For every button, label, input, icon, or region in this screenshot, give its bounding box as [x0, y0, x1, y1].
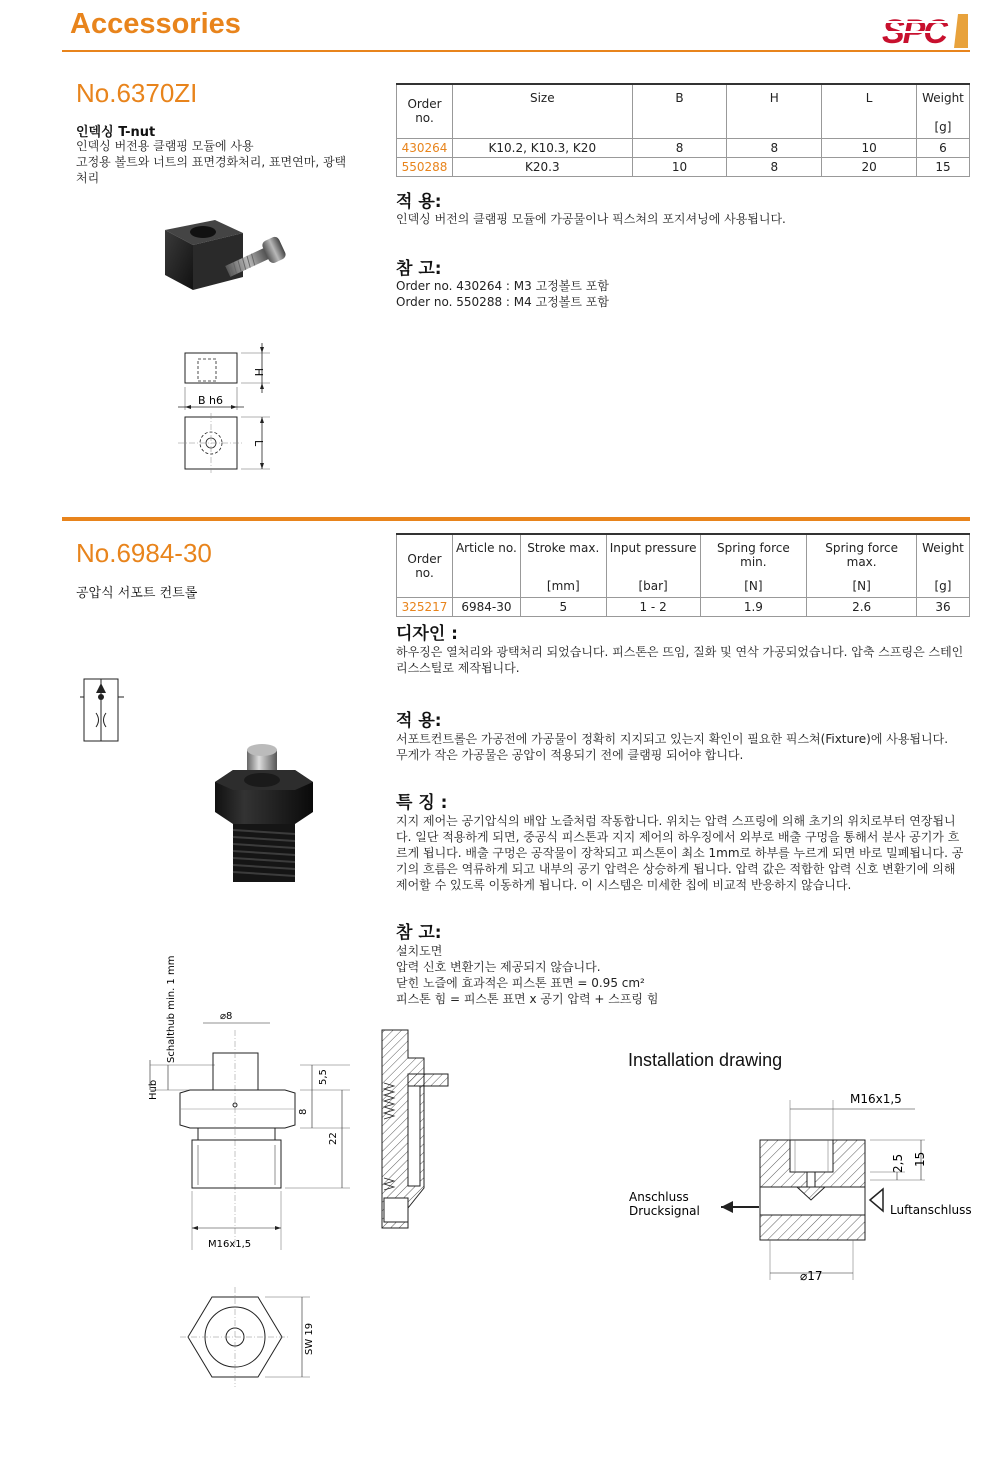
label-drucksignal: Drucksignal: [629, 1204, 700, 1218]
installation-drawing: [625, 1085, 980, 1290]
product-name: 인덱싱 T-nut: [76, 125, 156, 140]
col-header-weight: Weight: [916, 534, 969, 569]
t-nut-photo: [155, 205, 295, 305]
pneumatic-symbol-icon: [80, 675, 125, 745]
col-header-l: L: [822, 84, 917, 138]
application-line: 서포트컨트롤은 가공전에 가공물이 정확히 지지되고 있는지 확인이 필요한 픽스쳐(Fixture)에 사용됩니다.: [396, 732, 949, 746]
table-row: [397, 138, 970, 157]
dim-diameter-17: ⌀17: [800, 1269, 823, 1283]
desc-line: 고정용 볼트와 너트의 표면경화처리, 표면연마, 광택: [76, 155, 347, 169]
col-header-spring-max: Spring force max.: [807, 534, 917, 569]
col-unit-stroke: [mm]: [520, 569, 606, 597]
features-line: 제어할 수 있도록 이동하게 됩니다. 이 시스템은 미세한 칩에 비교적 반응하지 않습니다.: [396, 878, 852, 892]
dim-5-5: 5,5: [318, 1069, 329, 1085]
features-line: 지지 제어는 공기압식의 배압 노즐처럼 작동합니다. 위치는 압력 스프링에 의해 초기의 위치로부터 연장됩니: [396, 814, 956, 828]
features-line: 르게 됩니다. 배출 구멍은 공작물이 장착되고 피스톤이 최소 1mm로 하부를 누르게 되면 바로 밀폐됩니다. 공: [396, 846, 964, 860]
features-heading: 특 징 :: [396, 793, 448, 813]
dim-m16: M16x1,5: [208, 1239, 252, 1250]
col-unit-weight: [g]: [916, 110, 969, 138]
cell-h: 8: [727, 157, 822, 176]
product-number: No.6984-30: [76, 538, 212, 568]
cell-size: K10.2, K10.3, K20: [452, 138, 632, 157]
col-header-pressure: Input pressure: [606, 534, 700, 569]
order-number-link[interactable]: 550288: [397, 157, 453, 176]
col-unit-spring-min: [N]: [700, 569, 807, 597]
dim-h: H: [252, 368, 265, 377]
dim-b: B h6: [198, 394, 224, 407]
col-header-h: H: [727, 84, 822, 138]
cell-b: 10: [632, 157, 727, 176]
note-line: 닫힌 노즐에 효과적은 피스톤 표면 = 0.95 cm²: [396, 976, 645, 990]
note-line: 피스톤 힘 = 피스톤 표면 x 공기 압력 + 스프링 힘: [396, 992, 659, 1006]
design-heading: 디자인 :: [396, 624, 458, 644]
application-text: 인덱싱 버전의 클램핑 모듈에 가공물이나 픽스쳐의 포지셔닝에 사용됩니다.: [396, 212, 786, 226]
design-line: 리스스틸로 제작됩니다.: [396, 661, 520, 675]
desc-line: 인덱싱 버전용 클램핑 모듈에 사용: [76, 139, 254, 153]
cell-h: 8: [727, 138, 822, 157]
support-control-drawing: [140, 945, 370, 1395]
col-header-stroke: Stroke max.: [520, 534, 606, 569]
cell-article: 6984-30: [452, 597, 520, 616]
col-header-weight: Weight: [916, 84, 969, 110]
order-number-link[interactable]: 430264: [397, 138, 453, 157]
section-divider: [62, 517, 970, 521]
product-description: [76, 138, 376, 186]
dim-schalthub: Schalthub min. 1 mm: [166, 955, 177, 1063]
installation-drawing-title: Installation drawing: [628, 1050, 783, 1070]
header-divider: [62, 50, 970, 52]
page-title: Accessories: [70, 8, 241, 40]
note-line: Order no. 550288 : M4 고정볼트 포함: [396, 295, 609, 309]
application-line: 무게가 작은 가공물은 공압이 적용되기 전에 클램핑 되어야 합니다.: [396, 748, 744, 762]
col-header-spring-min: Spring force min.: [700, 534, 807, 569]
design-text: [396, 644, 970, 676]
support-control-photo: [205, 740, 325, 890]
application-text: [396, 731, 970, 763]
note-heading: 참 고:: [396, 923, 442, 943]
cell-b: 8: [632, 138, 727, 157]
cell-weight: 15: [916, 157, 969, 176]
dim-15: 15: [913, 1151, 927, 1167]
t-nut-drawing: [170, 335, 280, 480]
cell-size: K20.3: [452, 157, 632, 176]
cell-spring-min: 1.9: [700, 597, 807, 616]
cell-weight: 6: [916, 138, 969, 157]
col-header-order: Order no.: [397, 84, 453, 138]
section-view-drawing: [378, 1028, 478, 1233]
cell-stroke: 5: [520, 597, 606, 616]
features-line: 다. 일단 적용하게 되면, 중공식 피스톤과 지지 제어의 하우징에서 외부로 배출 구멍을 통해서 분사 공기가 흐: [396, 830, 960, 844]
dim-diameter-8: ⌀8: [220, 1011, 233, 1022]
cell-pressure: 1 - 2: [606, 597, 700, 616]
cell-l: 10: [822, 138, 917, 157]
table-row: [397, 157, 970, 176]
col-header-size: Size: [452, 84, 632, 138]
dim-sw19: SW 19: [304, 1322, 315, 1355]
col-header-article: Article no.: [452, 534, 520, 597]
order-number-link[interactable]: 325217: [397, 597, 453, 616]
dim-hub: Hub: [148, 1079, 159, 1100]
note-text: [396, 943, 970, 1007]
note-line: Order no. 430264 : M3 고정볼트 포함: [396, 279, 609, 293]
note-line: 설치도면: [396, 944, 443, 958]
product2-spec-table: [396, 533, 970, 617]
features-text: [396, 813, 970, 893]
cell-weight: 36: [916, 597, 969, 616]
product-name: 공압식 서포트 컨트롤: [76, 586, 198, 601]
product-number: No.6370ZI: [76, 78, 198, 108]
dim-22: 22: [328, 1132, 339, 1145]
dim-m16: M16x1,5: [850, 1092, 902, 1106]
product1-spec-table: [396, 83, 970, 177]
label-anschluss: Anschluss: [629, 1190, 689, 1204]
cell-spring-max: 2.6: [807, 597, 917, 616]
col-unit-pressure: [bar]: [606, 569, 700, 597]
col-unit-spring-max: [N]: [807, 569, 917, 597]
dim-2-5: 2,5: [891, 1153, 905, 1173]
application-heading: 적 용:: [396, 192, 442, 212]
col-header-order: Order no.: [397, 534, 453, 597]
features-line: 기의 흐름은 역류하게 되고 내부의 공기 압력은 상승하게 됩니다. 압력 값은 적합한 압력 신호 변환기에 의해: [396, 862, 956, 876]
logo-text: SPC: [882, 13, 946, 51]
col-unit-weight: [g]: [916, 569, 969, 597]
spc-logo: [878, 8, 970, 52]
label-luftanschluss: Luftanschluss: [890, 1203, 972, 1217]
col-header-b: B: [632, 84, 727, 138]
note-line: 압력 신호 변환기는 제공되지 않습니다.: [396, 960, 601, 974]
cell-l: 20: [822, 157, 917, 176]
dim-l: L: [252, 440, 265, 447]
table-row: [397, 597, 970, 616]
note-heading: 참 고:: [396, 259, 442, 279]
dim-8: 8: [298, 1108, 309, 1115]
desc-line: 처리: [76, 171, 100, 185]
design-line: 하우징은 열처리와 광택처리 되었습니다. 피스톤은 뜨임, 질화 및 연삭 가공되었습니다. 압축 스프링은 스테인: [396, 645, 964, 659]
note-text: [396, 278, 609, 310]
application-heading: 적 용:: [396, 711, 442, 731]
